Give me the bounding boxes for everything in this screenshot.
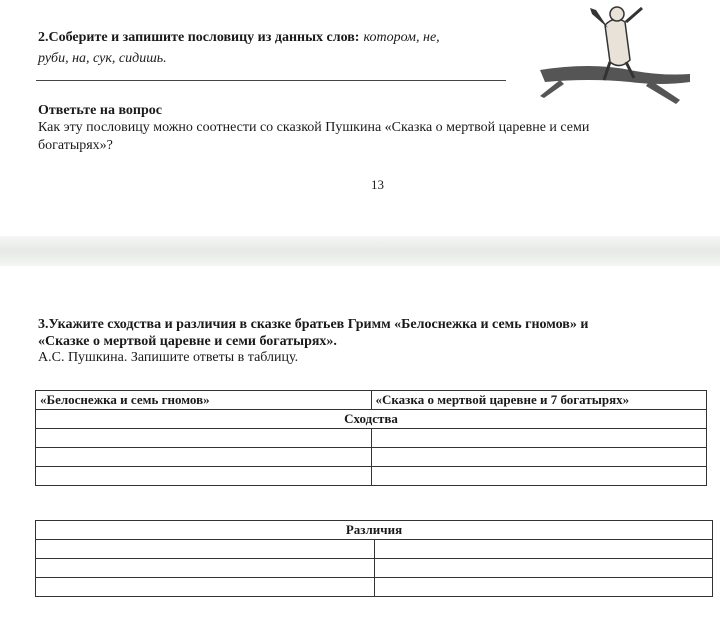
table-cell[interactable] — [371, 467, 707, 486]
question-text-2: богатырях»? — [38, 138, 113, 153]
table-cell[interactable] — [36, 448, 372, 467]
table-cell[interactable] — [36, 429, 372, 448]
differences-table — [35, 520, 713, 597]
table-cell[interactable] — [374, 559, 713, 578]
section-row — [36, 521, 713, 540]
similarities-table — [35, 390, 707, 486]
page-number: 13 — [371, 177, 384, 192]
table-row — [36, 578, 713, 597]
col-dead-princess: «Сказка о мертвой царевне и 7 богатырях» — [371, 391, 707, 410]
differences-label: Различия — [36, 521, 713, 540]
task2-block — [38, 27, 518, 69]
man-on-branch-illustration — [530, 0, 700, 112]
table-cell[interactable] — [374, 578, 713, 597]
answer-line — [36, 80, 506, 81]
table-row — [36, 467, 707, 486]
table-cell[interactable] — [371, 429, 707, 448]
table-row — [36, 559, 713, 578]
table-row — [36, 540, 713, 559]
section-row — [36, 410, 707, 429]
table-cell[interactable] — [36, 559, 375, 578]
task2-words-2: руби, на, сук, сидишь. — [38, 51, 167, 66]
task3-line-2: «Сказке о мертвой царевне и семи богатырях». — [38, 334, 337, 349]
task3-line-1: 3.Укажите сходства и различия в сказке братьев Гримм «Белоснежка и семь гномов» и — [38, 317, 589, 332]
page-separator — [0, 236, 720, 266]
task3-block — [38, 316, 708, 366]
question-text-1: Как эту пословицу можно соотнести со сказкой Пушкина «Сказка о мертвой царевне и семи — [38, 120, 590, 135]
table-cell[interactable] — [36, 578, 375, 597]
task2-title: 2.Соберите и запишите пословицу из данных слов: — [38, 30, 360, 45]
table-cell[interactable] — [36, 467, 372, 486]
col-snow-white: «Белоснежка и семь гномов» — [36, 391, 372, 410]
question-block — [38, 103, 698, 155]
question-title: Ответьте на вопрос — [38, 103, 162, 118]
task2-words-1: котором, не, — [363, 30, 440, 45]
task3-line-3: А.С. Пушкина. Запишите ответы в таблицу. — [38, 350, 299, 365]
similarities-label: Сходства — [36, 410, 707, 429]
table-row — [36, 448, 707, 467]
table-cell[interactable] — [374, 540, 713, 559]
table-header-row — [36, 391, 707, 410]
table-row — [36, 429, 707, 448]
table-cell[interactable] — [36, 540, 375, 559]
table-cell[interactable] — [371, 448, 707, 467]
